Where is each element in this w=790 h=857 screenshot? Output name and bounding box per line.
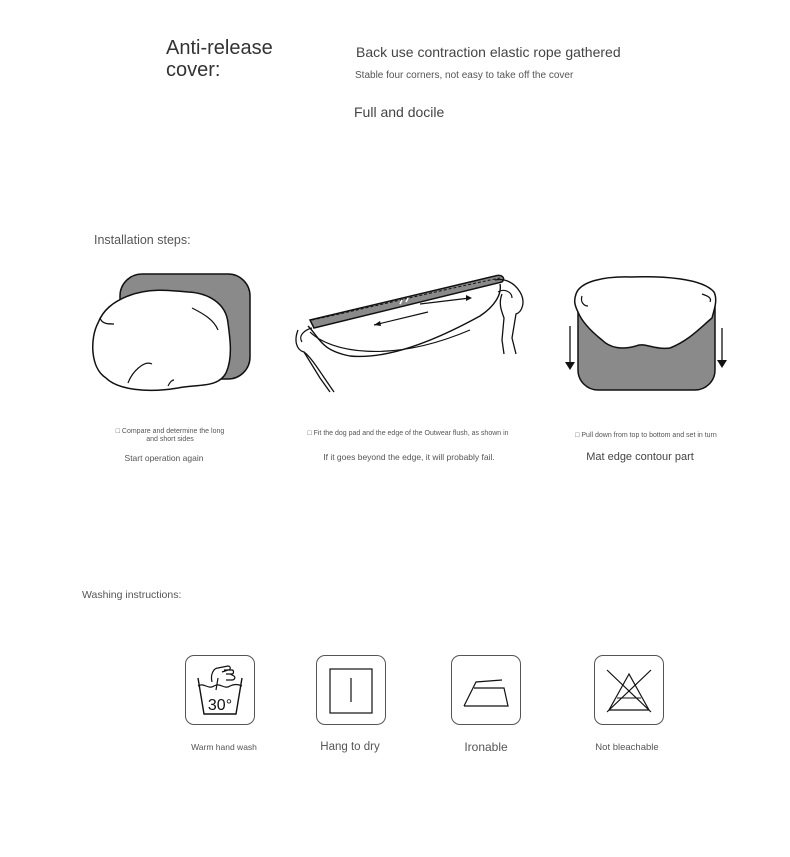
step2-caption: □ Fit the dog pad and the edge of the Outwear flush, as shown in: [307, 430, 509, 437]
feature-elastic-rope: Back use contraction elastic rope gathered: [356, 44, 621, 60]
step1-note: Start operation again: [124, 453, 204, 463]
section-title: Anti-release cover:: [166, 37, 273, 81]
feature-full-docile: Full and docile: [354, 104, 445, 120]
hang-dry-label: Hang to dry: [320, 741, 380, 753]
iron-label: Ironable: [464, 740, 508, 754]
no-bleach-label: Not bleachable: [595, 742, 659, 753]
no-bleach-icon: [594, 655, 664, 725]
step1-caption: □ Compare and determine the long and short sides: [115, 428, 225, 443]
step3-illustration: [562, 270, 732, 398]
step2-note: If it goes beyond the edge, it will probably fail.: [323, 452, 495, 462]
step3-note: Mat edge contour part: [586, 451, 694, 463]
step3-caption: □ Pull down from top to bottom and set in turn: [575, 432, 717, 439]
feature-stable-corners: Stable four corners, not easy to take off the cover: [355, 70, 574, 81]
washing-heading: Washing instructions:: [82, 589, 182, 601]
step1-illustration: [88, 268, 258, 398]
hand-wash-label: Warm hand wash: [191, 742, 257, 752]
hand-wash-temp: 30°: [207, 697, 233, 714]
hand-wash-30-icon: [185, 655, 255, 725]
installation-heading: Installation steps:: [94, 233, 191, 247]
iron-icon: [451, 655, 521, 725]
step2-illustration: [290, 268, 530, 398]
hang-dry-icon: [316, 655, 386, 725]
